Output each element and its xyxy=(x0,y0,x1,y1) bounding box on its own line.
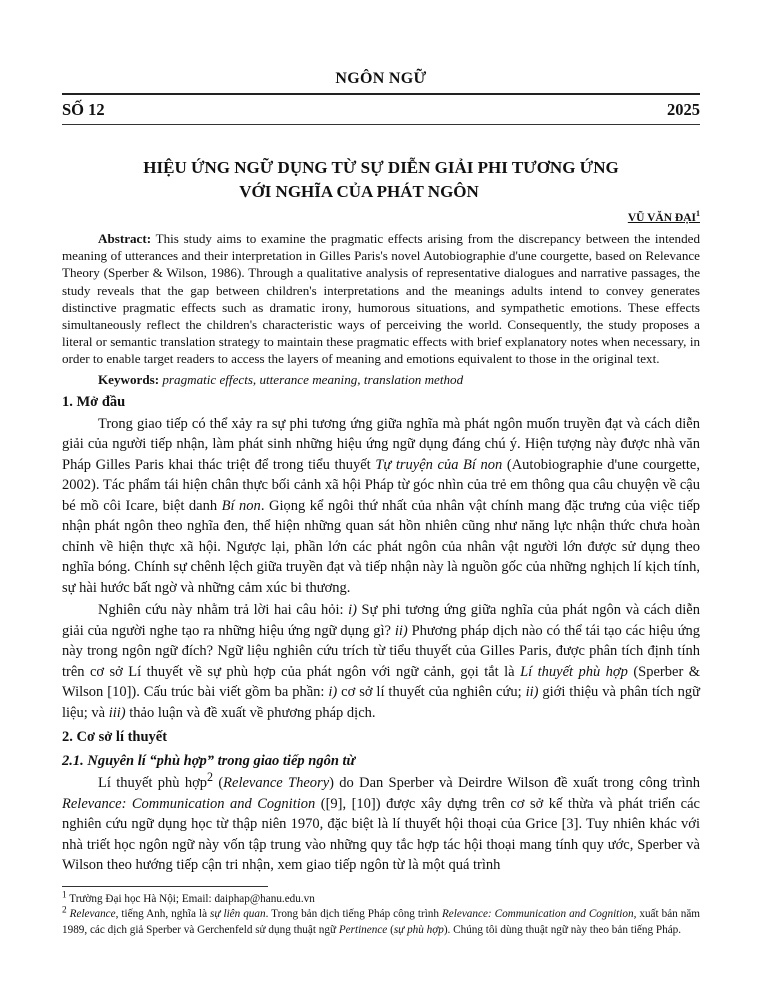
text-run: giới thiệu và phân tích ngữ liệu; và xyxy=(62,684,700,721)
text-run: cơ sở lí thuyết của nghiên cứu; xyxy=(337,684,526,701)
abstract-label: Abstract: xyxy=(98,231,152,246)
keywords-label: Keywords: xyxy=(98,371,160,387)
footnote-text: ( xyxy=(387,923,394,936)
text-run: ) do Dan Sperber và Deirdre Wilson đề xuất trong công trình xyxy=(329,775,700,792)
subsection-heading: 2.1. Nguyên lí “phù hợp” trong giao tiếp ngôn từ xyxy=(62,753,356,770)
keywords-text: pragmatic effects, utterance meaning, translation method xyxy=(159,371,464,387)
header-rule xyxy=(62,93,700,95)
footnote-rule xyxy=(62,886,268,887)
issue-row xyxy=(62,100,700,120)
novel-title: Tự truyện của Bí non xyxy=(375,456,503,473)
title-line-1: HIỆU ỨNG NGỮ DỤNG TỪ SỰ DIỄN GIẢI PHI TƯƠNG ỨNG xyxy=(143,158,619,177)
footnote-mark: 2 xyxy=(62,905,67,916)
enum-marker: i) xyxy=(328,684,338,701)
enum-marker: i) xyxy=(348,602,357,619)
footnote-text: , tiếng Anh, nghĩa là xyxy=(115,908,211,921)
footnote-italic: sự phù hợp xyxy=(393,923,444,936)
footnote-text: Trường Đại học Hà Nội; Email: daiphap@hanu.edu.vn xyxy=(66,892,315,905)
author-text: VŨ VĂN ĐẠI xyxy=(627,212,696,224)
footnote-italic: Pertinence xyxy=(338,923,388,936)
keywords xyxy=(62,371,700,388)
intro-paragraph-2 xyxy=(62,600,700,723)
enum-marker: ii) xyxy=(394,622,408,639)
paper-page xyxy=(62,70,700,938)
section-heading-intro: 1. Mở đầu xyxy=(62,393,126,410)
enum-marker: ii) xyxy=(525,684,539,701)
term-italic: Relevance Theory xyxy=(223,775,330,792)
footnote-italic: Relevance: Communication and Cognition, xyxy=(441,908,637,921)
footnote-ref: 2 xyxy=(206,770,214,785)
issue-number: SỐ 12 xyxy=(62,100,105,119)
issue-year: 2025 xyxy=(667,100,700,119)
section-heading-theory: 2. Cơ sở lí thuyết xyxy=(62,729,168,746)
text-run: Nghiên cứu này nhằm trả lời hai câu hỏi: xyxy=(98,602,349,619)
text-run: thảo luận và đề xuất về phương pháp dịch. xyxy=(125,704,376,721)
journal-name: NGÔN NGỮ xyxy=(335,70,427,87)
footnotes xyxy=(62,892,700,938)
book-title: Relevance: Communication and Cognition xyxy=(62,795,316,812)
intro-paragraph-1 xyxy=(62,414,700,599)
text-run: Lí thuyết phù hợp xyxy=(98,775,207,792)
footnote-italic: sự liên quan xyxy=(210,908,266,921)
text-run: ( xyxy=(213,775,224,792)
enum-marker: iii) xyxy=(108,704,126,721)
footnote-1 xyxy=(62,892,700,907)
text-run: (Sperber & Wilson [10]). Cấu trúc bài viết gồm ba phần: xyxy=(62,663,700,701)
footnote-text: xuất bản năm 1989, các dịch giả Sperber và Gerchenfeld sử dụng thuật ngữ xyxy=(62,908,700,936)
footnote-text: . Trong bản dịch tiếng Pháp công trình xyxy=(265,908,442,921)
author-name xyxy=(62,209,700,224)
text-run: Trong giao tiếp có thể xảy ra sự phi tương ứng giữa nghĩa mà phát ngôn muốn truyền đạt và cách diễn giải của người tiếp nhận, làm phát sinh những hiệu ứng ngữ dụng đáng chú ý. Hiện tượng này được nhà văn Pháp Gilles Paris khai thác triệt để trong tiểu thuyết xyxy=(62,415,700,473)
text-run: (Autobiographie d'une courgette, 2002). Tác phẩm tái hiện chân thực bối cảnh xã hội Pháp từ góc nhìn của trẻ em thông qua câu chuyện về cậu bé mồ côi Icare, biệt danh xyxy=(62,456,700,514)
footnote-mark: 1 xyxy=(62,890,67,901)
article-title xyxy=(62,156,700,204)
text-run: Sự phi tương ứng giữa nghĩa của phát ngôn và cách diễn giải của người nghe tạo ra những hiệu ứng ngữ dụng gì? xyxy=(62,602,700,639)
footnote-text: ). Chúng tôi dùng thuật ngữ này theo bản tiếng Pháp. xyxy=(443,923,682,936)
theory-term: Lí thuyết phù hợp xyxy=(520,663,628,680)
text-run: . Giọng kể ngôi thứ nhất của nhân vật chính mang đặc trưng của việc tiếp nhận phát ngôn theo nghĩa đen, thể hiện những quan sát hồn nhiên cũng như năng lực nhận thức chưa hoàn chỉnh về hiện thực xã hội. Ngược lại, phần lớn các phát ngôn của nhân vật người lớn được sử dụng theo nghĩa bóng. Chính sự chênh lệch giữa truyền đạt và tiếp nhận này là nguồn gốc của những nghịch lí kịch tính, sự hài hước bất ngờ và những cảm xúc bi thương. xyxy=(62,497,701,596)
abstract xyxy=(62,230,700,368)
theory-paragraph-1 xyxy=(62,770,700,876)
nickname: Bí non xyxy=(221,497,261,514)
abstract-text: This study aims to examine the pragmatic effects arising from the discrepancy between the intended meaning of utterances and their interpretation in Gilles Paris's novel Autobiographie d'une courgette, based on Relevance Theory (Sperber & Wilson, 1986). Through a qualitative analysis of representative dialogues and narrative passages, the study reveals that the gap between children's interpretations and the meanings adults intend to convey generates distinctive pragmatic effects such as dramatic irony, humorous situations, and sympathetic emotions. These effects simultaneously reflect the children's characteristic ways of perceiving the world. Consequently, the study proposes a literal or semantic translation strategy to maintain these pragmatic effects with brief explanatory notes when necessary, in order to enable target readers to access the layers of meaning and emotions equivalent to those in the original text. xyxy=(62,231,700,367)
footnote-italic: Relevance xyxy=(66,908,116,921)
text-run: Phương pháp dịch nào có thể tái tạo các hiệu ứng này trong ngôn ngữ đích? Ngữ liệu nghiên cứu trích từ tiểu thuyết của Gilles Paris, được phân tích định tính trên cơ sở Lí thuyết về sự phù hợp của phát ngôn với ngữ cảnh, gọi tắt là xyxy=(62,622,700,680)
footnote-2 xyxy=(62,907,700,938)
author-footnote-mark: 1 xyxy=(696,209,700,219)
title-line-2: VỚI NGHĨA CỦA PHÁT NGÔN xyxy=(239,182,479,201)
issue-rule xyxy=(62,124,700,125)
text-run: ([9], [10]) được xây dựng trên cơ sở kế thừa và phát triển các nghiên cứu ngữ dụng học từ thập niên 1970, đặc biệt là lí thuyết hội thoại của Grice [3]. Tuy nhiên khác với nhà triết học ngôn ngữ này vốn tập trung vào những quy tắc hợp tác hội thoại mang tính quy ước, Sperber và Wilson theo hướng tiếp cận tri nhận, xem giao tiếp ngôn từ là một quá trình xyxy=(62,795,700,874)
